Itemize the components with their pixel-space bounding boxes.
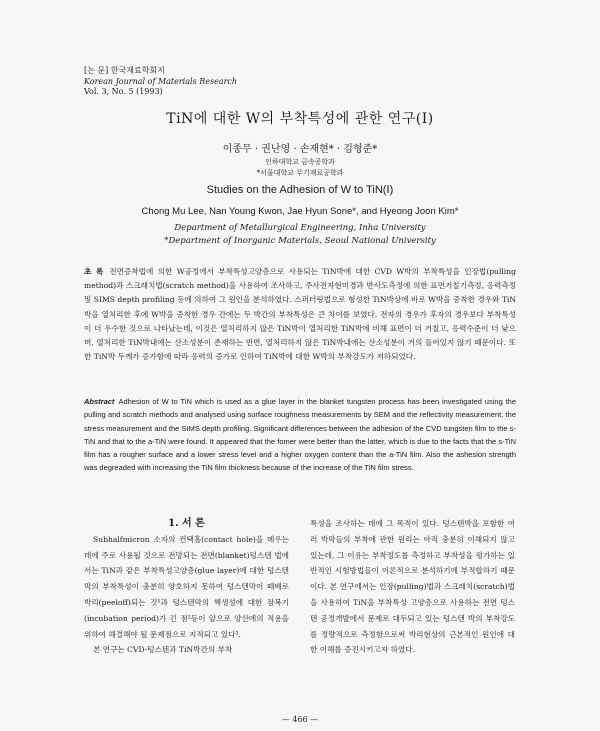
abstract-en-text: Adhesion of W to TiN which is used as a glue layer in the blanket tungsten process has been investigated using the pulling and scratch methods and analysed using surface roughness measurements by SEM and the reflectivity measurement, the stress measurement and the SIMS depth profiling. Significant differences between the adhesion of the CVD tungsten film to the s-TiN and that to the a-TiN were found. It appeared that the fomer were better than the latter, which is due to the facts that the s-TiN film has a rougher surface and a lower stress level and a higher oxygen content than the a-TiN film. Also the ashesion strength was degreaded with increasing the TiN film thickness because of the increase of the TiN film stress. (84, 397, 516, 473)
journal-volume: Vol. 3, No. 5 (1993) (84, 87, 163, 96)
affiliation-ko-1: 인하대학교 금속공학과 (265, 158, 335, 166)
body-column-left (84, 516, 289, 658)
page-number: — 466 — (281, 715, 319, 724)
affiliation-en-1: Department of Metallurgical Engineering, Inha University (174, 223, 426, 233)
abstract-en (84, 395, 516, 475)
affiliation-en-2: *Department of Inorganic Materials, Seoul National University (164, 236, 436, 246)
abstract-ko (84, 265, 516, 364)
body-paragraph: Subhalfmicron 소자의 컨택홀(contact hole)을 메우는 데에 주로 사용될 것으로 전망되는 전면(blanket)텅스텐 법에서는 TiN과 같은 부착특성고양층(glue layer)에 대한 텅스텐 막의 부착특성이 충분히 양호하지 못하여 텅스텐막이 떼배로 박리(peeloff)되는 것¹과 텅스텐막의 핵생성에 대한 잠복기(incubation period)가 긴 점²등이 앞으로 양산에의 적용을 위하여 해결해야 될 문제점으로 지적되고 있다³. (84, 534, 289, 639)
affiliations-en (0, 222, 600, 248)
authors-en: Chong Mu Lee, Nan Young Kwon, Jae Hyun Sone*, and Hyeong Joon Kim* (141, 206, 459, 217)
abstract-ko-label: 초 록 (84, 267, 104, 276)
body-paragraph: 특성을 조사하는 데에 그 목적이 있다. 텅스텐박을 포함한 여러 박막들의 부착에 관한 원리는 아직 충분히 이해되지 않고 있는데, 그 이유는 부착정도를 측정하고 부착성을 평가하는 일반적인 시험방법들이 이론적으로 분석하기에 부적합하기 때문이다. 본 연구에서는 인장(pulling)법과 스크래치(scratch)법을 사용하여 TiN을 부착특성 고양층으로 사용하는 전면 텅스텐 공정개발에서 문제로 대두되고 있는 텅스텐 박의 부착강도를 정량적으로 측정함으로써 박리현상의 근본적인 원인에 대한 이해를 증진시키고자 하였다. (310, 519, 515, 655)
authors-ko: 이종무 · 권난영 · 손재현* · 김형준* (222, 144, 378, 155)
body-paragraph: 본 연구는 CVD-텅스텐과 TiN박간의 부착 (93, 645, 233, 655)
affiliations-ko (0, 157, 600, 179)
section-heading: 1. 서 론 (168, 518, 205, 529)
journal-name-en: Korean Journal of Materials Research (84, 76, 238, 86)
paper-title-en: Studies on the Adhesion of W to TiN(Ⅰ) (206, 184, 394, 196)
body-column-right (310, 516, 515, 658)
journal-header (84, 66, 237, 98)
abstract-ko-text: 전면증착법에 의한 W공정에서 부착특성고양층으로 사용되는 TiN박에 대한 CVD W박의 부착특성을 인장법(pulling method)과 스크래치법(scratch method)을 사용하여 조사하고, 주사전자현미경과 반사도측정에 의한 표면거칠기측정, 응력측정 및 SIMS depth profiling 등에 의하여 그 원인을 분석하였다. 스퍼터링법으로 형성한 TiN박상에 바로 W박을 증착한 경우와 TiN박을 열처리한 후에 W박을 증착한 경우 간에는 두 박간의 부착특성은 큰 차이를 보였다. 전자의 경우가 후자의 경우보다 부착특성이 더 우수한 것으로 나타났는데, 이것은 열처리하지 않은 TiN박이 열처리한 TiN박에 비해 표면이 더 거칠고, 응력수준이 더 낮으며, 열처리한 TiN박내에는 산소성분이 존재하는 반면, 열처리하지 않은 TiN박내에는 산소성분이 거의 들어있지 않기 때문이다. 또한 TiN박 두께가 증가함에 따라 응력의 증가로 인하여 TiN박에 대한 W박의 부착강도가 저하되었다. (84, 267, 516, 362)
affiliation-ko-2: *서울대학교 무기재료공학과 (256, 169, 344, 177)
journal-label: [논 문] 한국재료학회지 (84, 66, 165, 75)
abstract-en-label: Abstract (84, 397, 115, 406)
paper-title-ko: TiN에 대한 W의 부착특성에 관한 연구(Ⅰ) (166, 111, 434, 127)
